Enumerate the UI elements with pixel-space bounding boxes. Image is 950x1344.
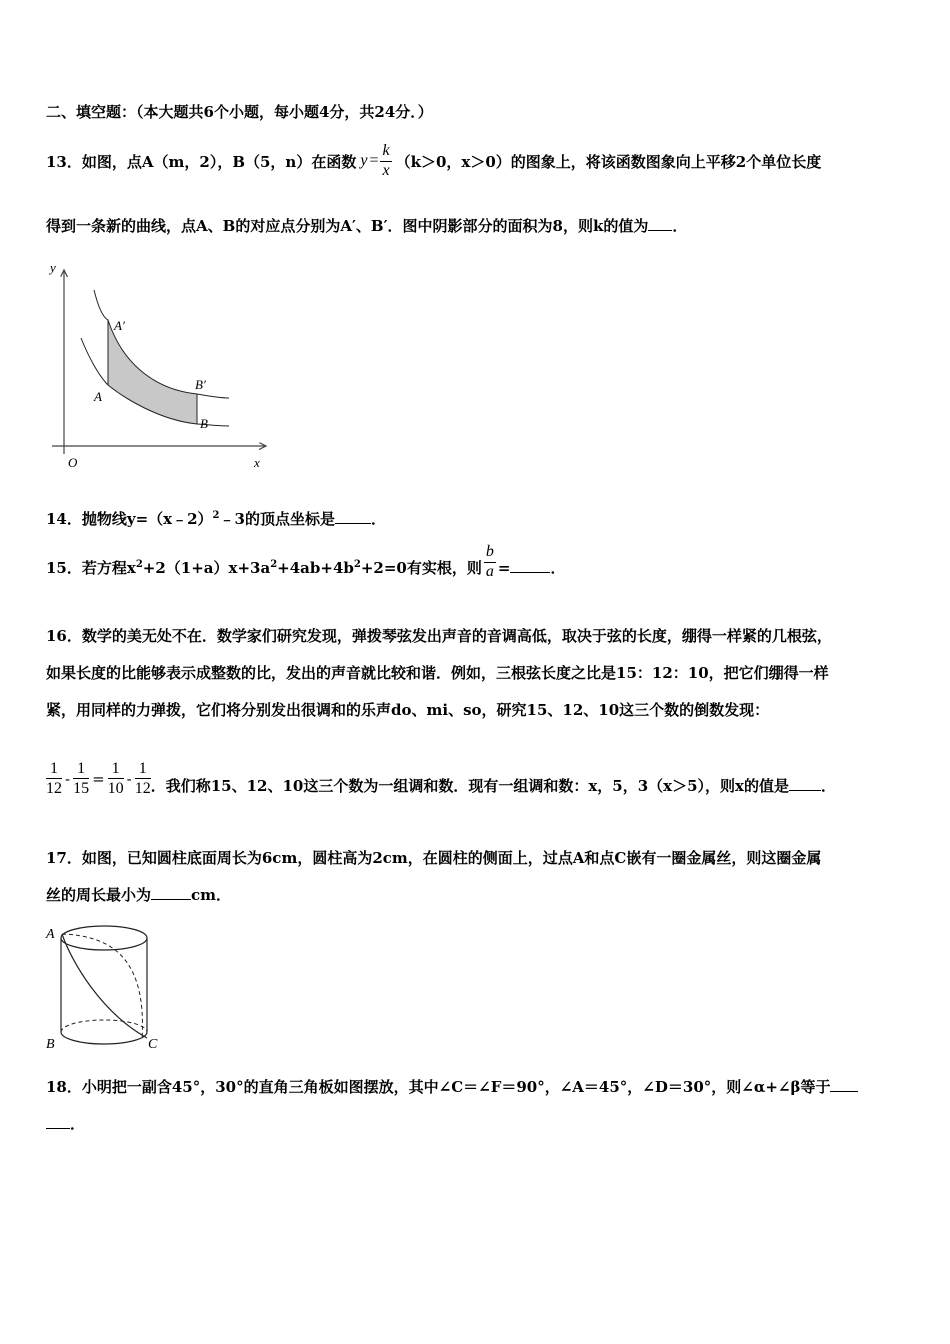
question-16-line-4 bbox=[46, 760, 836, 799]
q16-op3: - bbox=[126, 770, 132, 789]
question-14 bbox=[46, 508, 386, 529]
shaded-area bbox=[108, 320, 197, 424]
q16-line4-text bbox=[151, 763, 836, 796]
question-17-line-2 bbox=[46, 884, 231, 905]
q15-fraction bbox=[484, 544, 496, 581]
q15-end: ． bbox=[550, 558, 566, 577]
question-16-line-1: 16．数学的美无处不在．数学家们研究发现，弹拨琴弦发出声音的音调高低，取决于弦的长度，绷得一样紧的几根弦， bbox=[46, 627, 832, 645]
q16-frac-3 bbox=[108, 760, 124, 799]
q16-line4-body: ．我们称15、12、10这三个数为一组调和数．现有一组调和数：x，5，3（x＞5），则x的值是 bbox=[150, 776, 789, 795]
label-b-prime: B′ bbox=[195, 377, 206, 392]
q16-f3-den: 10 bbox=[107, 780, 124, 798]
q16-f2-den: 15 bbox=[73, 780, 90, 798]
q14-end: ． bbox=[370, 510, 386, 528]
question-16-line-3: 紧，用同样的力弹拨，它们将分别发出很调和的乐声do、mi、so，研究15、12、10这三个数的倒数发现： bbox=[46, 701, 770, 719]
q13-func-den: x bbox=[382, 161, 390, 179]
q16-f1-den: 12 bbox=[46, 780, 62, 798]
q15-text bbox=[46, 547, 482, 578]
q16-line4-end: ． bbox=[821, 776, 837, 795]
q13-func-num: k bbox=[382, 142, 390, 159]
question-18-line-1 bbox=[46, 1076, 858, 1097]
q13-line2-end: ． bbox=[672, 217, 688, 235]
q14-text-pre: 14．抛物线y=（x﹣2） bbox=[46, 510, 213, 528]
q16-f1-num: 1 bbox=[50, 760, 58, 777]
question-13-line-1 bbox=[46, 143, 821, 180]
q15-mid1: +2（1+a）x+3a bbox=[142, 558, 271, 577]
label-o: O bbox=[68, 455, 78, 470]
q18-answer-blank-2 bbox=[46, 1114, 70, 1129]
q16-f4-num: 1 bbox=[138, 760, 147, 777]
section-title: 二、填空题：（本大题共6个小题，每小题4分，共24分．） bbox=[46, 103, 433, 121]
q17-line2-pre: 丝的周长最小为 bbox=[46, 886, 152, 904]
q14-text-post: ﹣3的顶点坐标是 bbox=[219, 510, 335, 528]
q18-line2-end: ． bbox=[70, 1115, 86, 1133]
question-17-line-1: 17．如图，已知圆柱底面周长为6cm，圆柱高为2cm，在圆柱的侧面上，过点A和点C嵌有一圈金属丝，则这圈金属 bbox=[46, 849, 822, 867]
q16-answer-blank bbox=[789, 776, 821, 791]
q14-answer-blank bbox=[335, 509, 371, 524]
q14-sup: 2 bbox=[212, 510, 220, 521]
q13-text-pre: 13．如图，点A（m，2），B（5，n）在函数 bbox=[46, 152, 357, 171]
q15-sup1: 2 bbox=[135, 558, 143, 570]
label-a: A bbox=[94, 389, 102, 404]
label-b: B bbox=[200, 416, 208, 431]
q13-figure bbox=[44, 258, 276, 474]
cyl-top-ellipse bbox=[61, 926, 147, 950]
q15-sup3: 2 bbox=[353, 558, 361, 570]
q15-tail bbox=[498, 547, 566, 578]
q17-line2-post: cm． bbox=[191, 886, 232, 904]
q15-mid2: +4ab+4b bbox=[277, 558, 354, 577]
q16-frac-2 bbox=[73, 760, 89, 799]
question-15 bbox=[46, 544, 565, 581]
q15-pre: 15．若方程x bbox=[46, 558, 136, 577]
q16-frac-1 bbox=[46, 760, 62, 799]
question-18-line-2 bbox=[46, 1113, 85, 1134]
q16-f2-num: 1 bbox=[77, 760, 86, 777]
q18-answer-blank-1 bbox=[830, 1077, 858, 1092]
q16-op1: - bbox=[65, 770, 71, 789]
label-cyl-a: A bbox=[46, 927, 55, 942]
q15-answer-blank bbox=[510, 558, 550, 573]
q13-func-eq: = bbox=[369, 152, 379, 170]
q13-function bbox=[360, 143, 391, 180]
label-x: x bbox=[254, 455, 260, 470]
label-y: y bbox=[50, 260, 56, 275]
q15-eq: = bbox=[497, 558, 511, 577]
q16-f4-den: 12 bbox=[134, 780, 151, 798]
q16-frac-4 bbox=[135, 760, 151, 799]
label-cyl-c: C bbox=[148, 1037, 158, 1052]
question-13-line-2 bbox=[46, 215, 687, 236]
q16-op2: = bbox=[92, 770, 105, 789]
q15-frac-den: a bbox=[485, 562, 494, 580]
q16-f3-num: 1 bbox=[111, 760, 120, 777]
q13-text-post: （k＞0，x＞0）的图象上，将该函数图象向上平移2个单位长度 bbox=[395, 152, 822, 171]
q13-answer-blank bbox=[648, 216, 672, 231]
question-16-line-2: 如果长度的比能够表示成整数的比，发出的声音就比较和谐．例如，三根弦长度之比是15：12：10，把它们绷得一样 bbox=[46, 664, 829, 682]
q15-frac-num: b bbox=[485, 543, 494, 560]
cyl-bottom-front bbox=[61, 1032, 147, 1044]
q13-func-y: y bbox=[360, 152, 368, 170]
q13-func-fraction bbox=[380, 143, 391, 180]
q15-mid3: +2=0有实根，则 bbox=[360, 558, 482, 577]
q17-answer-blank bbox=[151, 885, 191, 900]
q15-sup2: 2 bbox=[270, 558, 278, 570]
label-cyl-b: B bbox=[46, 1037, 55, 1052]
q17-figure bbox=[42, 918, 172, 1060]
q18-line1-text: 18．小明把一副含45°，30°的直角三角板如图摆放，其中∠C＝∠F＝90°，∠A＝45°，∠D＝30°，则∠α+∠β等于 bbox=[46, 1078, 831, 1096]
label-a-prime: A′ bbox=[114, 318, 125, 333]
q13-line2-text: 得到一条新的曲线，点A、B的对应点分别为A′、B′．图中阴影部分的面积为8，则k的值为 bbox=[46, 217, 649, 235]
